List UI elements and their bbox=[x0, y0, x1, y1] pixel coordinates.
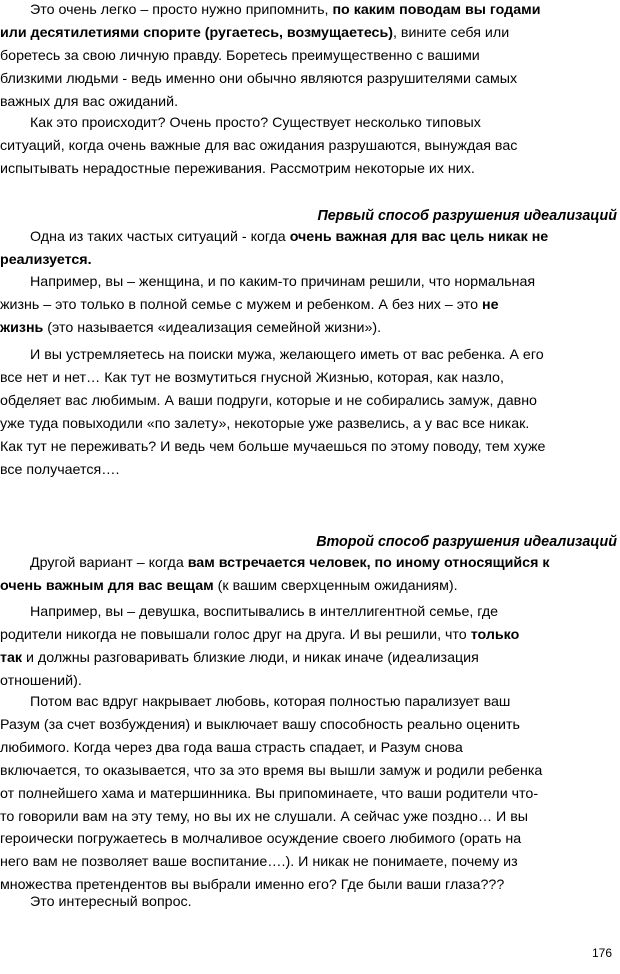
text-line: уже туда повыходили «по залету», некоторые уже развелись, а у вас все никак. bbox=[0, 415, 530, 432]
text-line: все получается…. bbox=[0, 461, 120, 478]
text-line: родители никогда не повышали голос друг на друга. И вы решили, что только bbox=[0, 626, 520, 643]
text-line: важных для вас ожиданий. bbox=[0, 93, 179, 110]
text-line: Это очень легко – просто нужно припомнить, по каким поводам вы годами bbox=[30, 2, 541, 18]
text-line: него вам не позволяет ваше воспитание….). И никак не понимаете, почему из bbox=[0, 854, 518, 871]
paragraph-9 bbox=[0, 891, 620, 914]
paragraph-4 bbox=[0, 271, 620, 340]
page-number: 176 bbox=[591, 946, 612, 960]
paragraph-3 bbox=[0, 226, 620, 272]
text-line: Как это происходит? Очень просто? Существует несколько типовых bbox=[30, 115, 481, 131]
text-line: И вы устремляетесь на поиски мужа, желающего иметь от вас ребенка. А его bbox=[30, 347, 544, 363]
text-line: героически погружаетесь в молчаливое осуждение своего любимого (орать на bbox=[0, 831, 522, 848]
text-line: или десятилетиями спорите (ругаетесь, возмущаетесь), вините себя или bbox=[0, 24, 510, 41]
text-line: испытывать нерадостные переживания. Рассмотрим некоторые их них. bbox=[0, 160, 475, 177]
paragraph-2 bbox=[0, 112, 620, 181]
text-line: реализуется. bbox=[0, 251, 92, 268]
text-line: Например, вы – девушка, воспитывались в интеллигентной семье, где bbox=[30, 604, 499, 620]
text-line: от полнейшего хама и матершинника. Вы припоминаете, что ваши родители что- bbox=[0, 785, 539, 802]
text-line: Как тут не переживать? И ведь чем больше мучаешься по этому поводу, тем хуже bbox=[0, 438, 546, 455]
text-line: Это интересный вопрос. bbox=[30, 894, 192, 910]
text-line: то говорили вам на эту тему, но вы их не слушали. А сейчас уже поздно… И вы bbox=[0, 808, 529, 825]
text-line: жизнь (это называется «идеализация семейной жизни»). bbox=[0, 319, 382, 336]
text-line: Разум (за счет возбуждения) и выключает вашу способность реально оценить bbox=[0, 716, 520, 733]
paragraph-8 bbox=[0, 691, 620, 897]
text-line: все нет и нет… Как тут не возмутиться гнусной Жизнью, которая, как назло, bbox=[0, 369, 504, 386]
text-line: Одна из таких частых ситуаций - когда очень важная для вас цель никак не bbox=[30, 229, 549, 245]
text-line: Потом вас вдруг накрывает любовь, которая полностью парализует ваш bbox=[30, 694, 511, 710]
paragraph-6 bbox=[0, 552, 620, 598]
text-line: близкими людьми - ведь именно они обычно являются разрушителями самых bbox=[0, 70, 518, 87]
text-line: множества претендентов вы выбрали именно его? Где были ваши глаза??? bbox=[0, 877, 505, 894]
text-line: очень важным для вас вещам (к вашим сверхценным ожиданиям). bbox=[0, 577, 458, 594]
text-line: ситуаций, когда очень важные для вас ожидания разрушаются, вынуждая вас bbox=[0, 137, 518, 154]
text-line: так и должны разговаривать близкие люди, и никак иначе (идеализация bbox=[0, 649, 479, 666]
text-line: Другой вариант – когда вам встречается человек, по иному относящийся к bbox=[30, 555, 550, 571]
text-line: Например, вы – женщина, и по каким-то причинам решили, что нормальная bbox=[30, 274, 536, 290]
text-line: включается, то оказывается, что за это время вы вышли замуж и родили ребенка bbox=[0, 762, 543, 779]
text-line: боретесь за свою личную правду. Боретесь преимущественно с вашими bbox=[0, 47, 480, 64]
paragraph-7 bbox=[0, 601, 620, 693]
text-line: любимого. Когда через два года ваша страсть спадает, и Разум снова bbox=[0, 739, 463, 756]
paragraph-5 bbox=[0, 344, 620, 481]
section-heading-second: Второй способ разрушения идеализаций bbox=[316, 534, 617, 550]
text-line: жизнь – это только в полной семье с мужем и ребенком. А без них – это не bbox=[0, 296, 499, 313]
paragraph-1 bbox=[0, 0, 620, 114]
section-heading-first: Первый способ разрушения идеализаций bbox=[317, 208, 617, 224]
text-line: обделяет вас любимым. А ваши подруги, которые и не собирались замуж, давно bbox=[0, 392, 537, 409]
text-line: отношений). bbox=[0, 672, 82, 689]
